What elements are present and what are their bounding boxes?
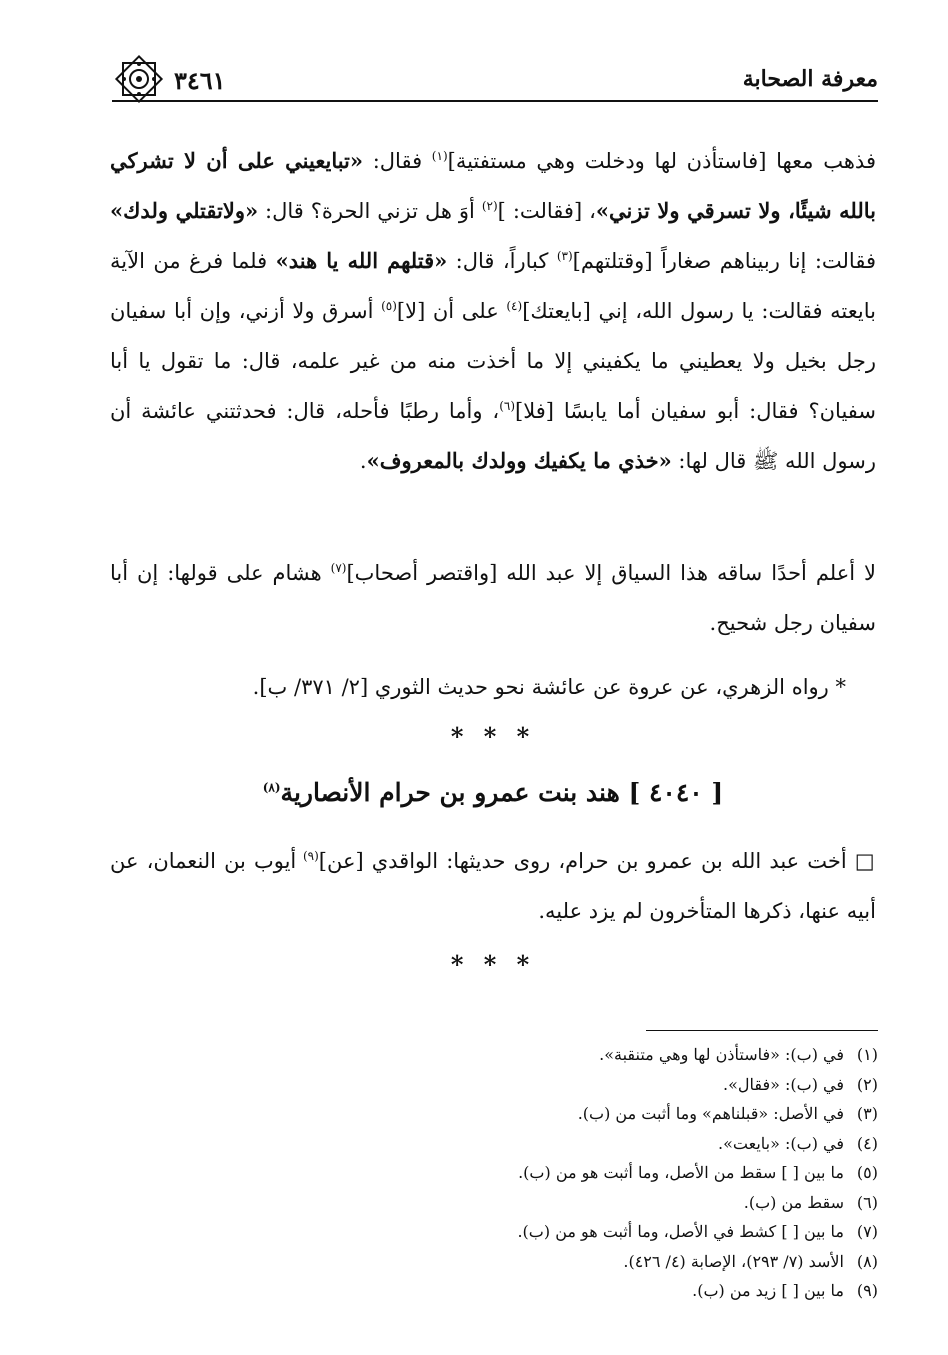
- footnote-item: [378, 1040, 878, 1070]
- footnote-text: في (ب): «فقال».: [723, 1074, 844, 1094]
- footnote-ref: (٣): [556, 249, 573, 263]
- footnote-number: (٣): [856, 1104, 878, 1123]
- footnote-number: (٧): [856, 1222, 878, 1241]
- text-run: .: [359, 449, 367, 473]
- text-run: فذهب معها [فاستأذن لها ودخلت وهي مستفتية]: [447, 149, 876, 173]
- paragraph-hadith: [110, 136, 876, 486]
- text-run: أوَ هل تزني الحرة؟ قال:: [258, 199, 482, 223]
- header-rule: [112, 100, 878, 102]
- footnote-ref: (١): [431, 149, 448, 163]
- book-title: معرفة الصحابة: [742, 66, 878, 92]
- footnote-text: في (ب): «فاستأذن لها وهي متنقبة».: [599, 1045, 844, 1064]
- paragraph-narration: [110, 662, 876, 712]
- footnote-text: في الأصل: «قبلناهم» وما أثبت من (ب).: [577, 1104, 844, 1123]
- footnote-number: (٨): [856, 1251, 878, 1271]
- quoted-speech: «قتلهم الله يا هند»: [275, 248, 448, 273]
- text-run: كباراً، قال:: [447, 249, 557, 273]
- footnotes-list: [378, 1040, 878, 1306]
- quoted-speech: «خذي ما يكفيك وولدك بالمعروف»: [366, 448, 672, 473]
- footnote-item: [378, 1158, 878, 1188]
- footnote-number: (١): [856, 1045, 878, 1064]
- text-run: □ أخت عبد الله بن عمرو بن حرام، روى حديثها: الواقدي [عن]: [318, 849, 876, 873]
- footnote-ref: (٢): [481, 199, 498, 213]
- footnote-text: سقط من (ب).: [743, 1192, 844, 1212]
- footnote-item: [378, 1070, 878, 1100]
- text-run: هشام على قولها: إن أبا سفيان رجل شحيح.: [110, 561, 876, 635]
- octagram-ornament-icon: [112, 52, 166, 106]
- footnote-ref: (٧): [330, 561, 347, 575]
- footnote-item: [378, 1129, 878, 1159]
- text-run: * رواه الزهري، عن عروة عن عائشة نحو حديث الثوري [٢/ ٣٧١/ ب].: [252, 675, 846, 699]
- entry-biography: [110, 836, 876, 936]
- footnote-item: [378, 1099, 878, 1129]
- section-separator: * * *: [450, 722, 536, 751]
- footnote-text: ما بين [ ] زيد من (ب).: [692, 1281, 844, 1300]
- section-separator-end: * * *: [450, 950, 536, 979]
- text-run: فلما فرغ من الآية بايعته فقالت: يا رسول الله، إني [بايعتك]: [110, 249, 876, 323]
- footnote-number: (٢): [856, 1074, 878, 1094]
- page-number: ٣٤٦١: [174, 66, 226, 95]
- text-run: على أن [لا]: [396, 299, 507, 323]
- footnote-item: [378, 1188, 878, 1218]
- footnote-text: ما بين [ ] كشط في الأصل، وما أثبت هو من (ب).: [517, 1222, 844, 1241]
- footnote-ref: (٦): [499, 399, 516, 413]
- footnote-ref: (٤): [506, 299, 523, 313]
- quoted-speech: «ولاتقتلي ولدك»: [110, 198, 259, 223]
- footnote-ref: (٩): [302, 849, 319, 863]
- text-run: أيوب بن النعمان، عن أبيه عنها، ذكرها المتأخرون لم يزد عليه.: [110, 849, 876, 923]
- footnote-text: ما بين [ ] سقط من الأصل، وما أثبت هو من (ب).: [518, 1163, 844, 1182]
- footnote-number: (٦): [856, 1192, 878, 1212]
- entry-title-text: [ ٤٠٤٠ ] هند بنت عمرو بن حرام الأنصارية: [280, 778, 724, 807]
- footnote-ref: (٥): [381, 299, 397, 313]
- text-run: فقال:: [363, 149, 432, 173]
- footnote-number: (٩): [856, 1281, 878, 1300]
- text-run: فقالت: إنا ربيناهم صغاراً [وقتلتهم]: [572, 249, 876, 273]
- footnote-item: [378, 1276, 878, 1306]
- footnote-item: [378, 1217, 878, 1247]
- quoted-speech: «تبايعيني على أن لا تشركي بالله شيئًا، ولا تسرقي ولا تزني»: [110, 148, 876, 223]
- footnote-number: (٥): [856, 1163, 878, 1182]
- text-run: ، [فقالت: ]: [497, 199, 596, 223]
- footnote-number: (٤): [856, 1133, 878, 1153]
- entry-title-footnote-ref: (٨): [262, 780, 281, 795]
- running-header: [112, 66, 878, 114]
- footnote-item: [378, 1247, 878, 1277]
- footnote-text: في (ب): «بايعت».: [718, 1133, 844, 1153]
- paragraph-commentary: [110, 548, 876, 648]
- footnote-text: الأسد (٧/ ٢٩٣)، الإصابة (٤/ ٤٢٦).: [623, 1251, 844, 1271]
- text-run: أسرق ولا أزني، وإن أبا سفيان رجل بخيل ولا يعطيني ما يكفيني إلا ما أخذت منه من غير علمه، قال: ما تقول يا أبا سفيان؟ فقال: أبو سفيان أما يابسًا [فلا]: [110, 299, 876, 423]
- footnote-rule: [646, 1030, 878, 1031]
- entry-heading: [110, 778, 876, 807]
- text-run: لا أعلم أحدًا ساقه هذا السياق إلا عبد الله [واقتصر أصحاب]: [346, 561, 877, 585]
- text-run: ، وأما رطبًا فأحله، قال: فحدثتني عائشة أن رسول الله ﷺ قال لها:: [110, 399, 876, 473]
